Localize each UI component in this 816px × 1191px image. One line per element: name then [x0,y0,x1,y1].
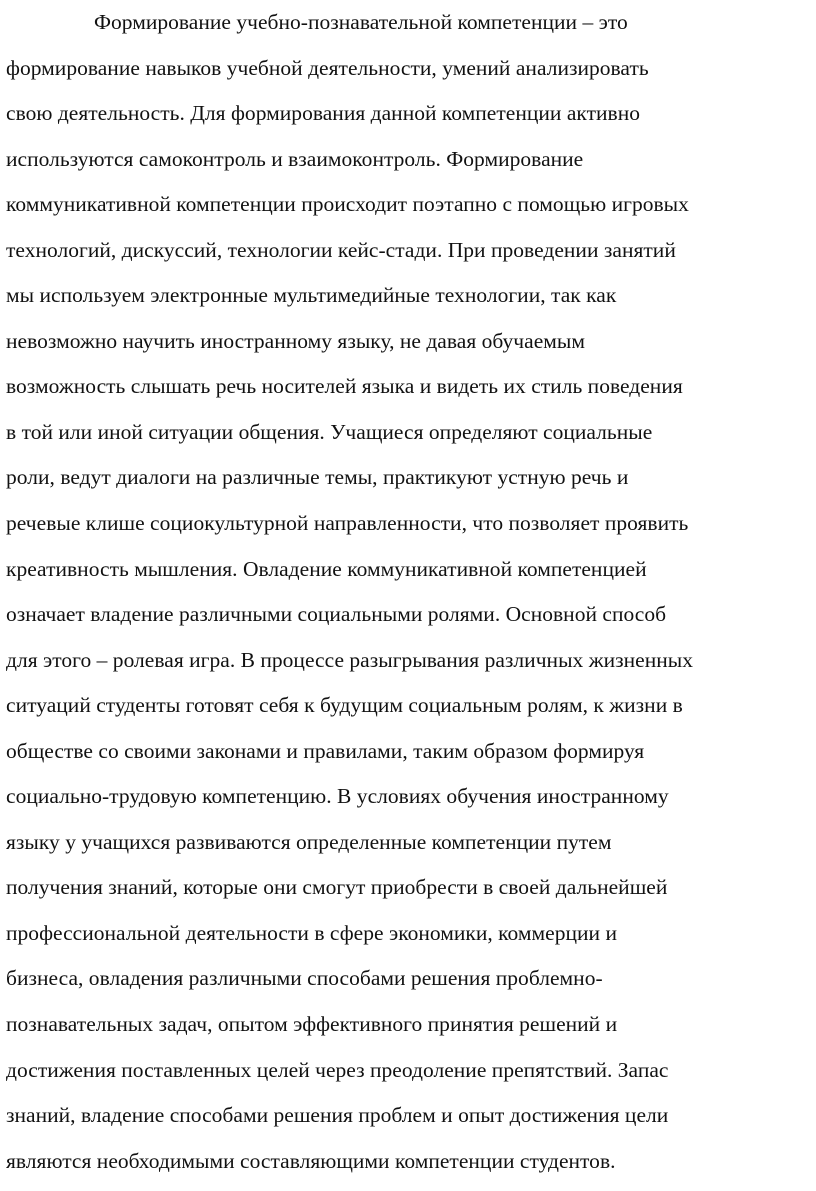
paragraph-line: роли, ведут диалоги на различные темы, практикуют устную речь и [6,465,629,490]
paragraph-line: возможность слышать речь носителей языка и видеть их стиль поведения [6,374,683,399]
paragraph-line: технологий, дискуссий, технологии кейс-стади. При проведении занятий [6,237,676,262]
paragraph-line: свою деятельность. Для формирования данной компетенции активно [6,101,640,126]
paragraph-line: профессиональной деятельности в сфере экономики, коммерции и [6,920,617,945]
paragraph [6,0,812,1184]
paragraph-line: языку у учащихся развиваются определенные компетенции путем [6,829,612,854]
paragraph-line: достижения поставленных целей через преодоление препятствий. Запас [6,1057,669,1082]
paragraph-line: являются необходимыми составляющими компетенции студентов. [6,1148,616,1173]
paragraph-line: знаний, владение способами решения проблем и опыт достижения цели [6,1103,669,1128]
paragraph-line: Формирование учебно-познавательной компетенции – это [94,10,628,34]
paragraph-line: используются самоконтроль и взаимоконтроль. Формирование [6,146,584,171]
paragraph-line: ситуаций студенты готовят себя к будущим социальным ролям, к жизни в [6,693,683,718]
paragraph-line: формирование навыков учебной деятельности, умений анализировать [6,55,649,80]
paragraph-line: получения знаний, которые они смогут приобрести в своей дальнейшей [6,875,668,900]
paragraph-line: речевые клише социокультурной направленности, что позволяет проявить [6,511,689,536]
paragraph-line: коммуникативной компетенции происходит поэтапно с помощью игровых [6,192,689,217]
paragraph-line: мы используем электронные мультимедийные технологии, так как [6,283,617,308]
paragraph-line: для этого – ролевая игра. В процессе разыгрывания различных жизненных [6,647,693,672]
paragraph-line: невозможно научить иностранному языку, не давая обучаемым [6,328,585,353]
paragraph-line: означает владение различными социальными ролями. Основной способ [6,602,667,627]
paragraph-line: в той или иной ситуации общения. Учащиеся определяют социальные [6,419,653,444]
paragraph-line: социально-трудовую компетенцию. В условиях обучения иностранному [6,784,669,809]
paragraph-line: познавательных задач, опытом эффективного принятия решений и [6,1012,618,1037]
paragraph-line: креативность мышления. Овладение коммуникативной компетенцией [6,556,647,581]
paragraph-line: бизнеса, овладения различными способами решения проблемно- [6,966,603,991]
paragraph-line: обществе со своими законами и правилами, таким образом формируя [6,738,645,763]
